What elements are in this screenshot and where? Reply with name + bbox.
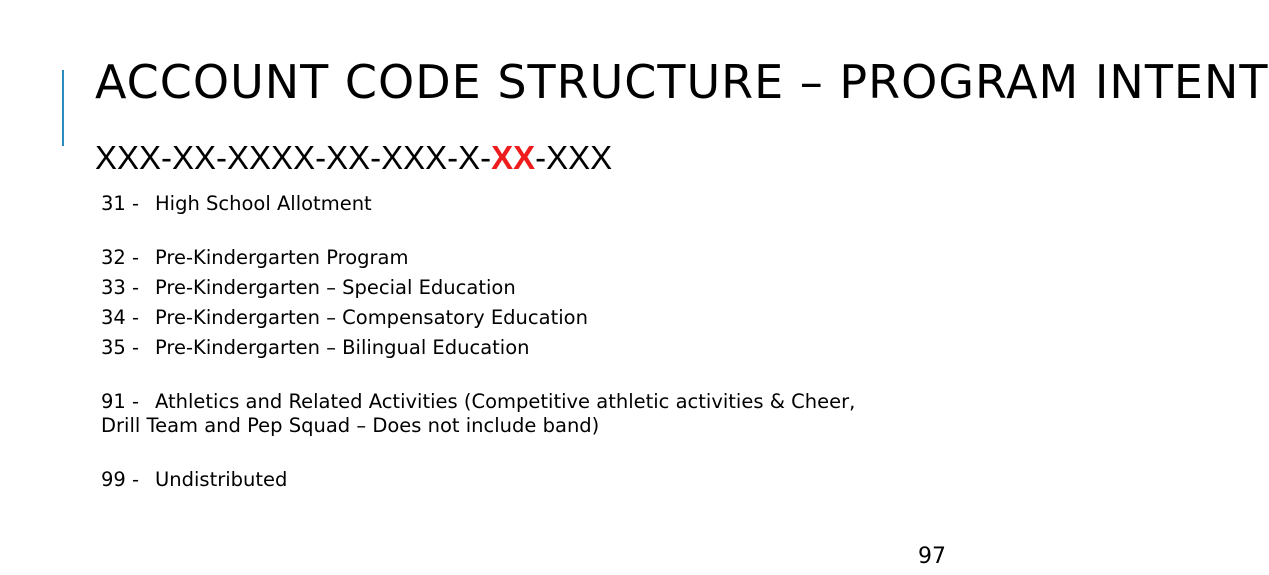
code-prefix: XXX-XX-XXXX-XX-XXX-X-	[95, 139, 492, 176]
slide-title: ACCOUNT CODE STRUCTURE – PROGRAM INTENT	[95, 55, 1269, 109]
item-label: Pre-Kindergarten Program	[155, 246, 409, 269]
item-code: 34 -	[101, 306, 140, 329]
item-code: 32 -	[101, 246, 140, 269]
item-code: 99 -	[101, 468, 140, 491]
item-code: 33 -	[101, 276, 140, 299]
program-intent-list	[101, 192, 861, 498]
item-code: 35 -	[101, 336, 140, 359]
list-item	[101, 390, 861, 438]
title-accent-bar	[62, 70, 64, 146]
item-label: Undistributed	[155, 468, 288, 491]
list-item	[101, 306, 861, 330]
item-label: Pre-Kindergarten – Special Education	[155, 276, 516, 299]
list-item	[101, 276, 861, 300]
list-item	[101, 468, 861, 492]
page-number: 97	[918, 544, 946, 569]
list-item	[101, 246, 861, 270]
item-label: High School Allotment	[155, 192, 372, 215]
item-label: Pre-Kindergarten – Compensatory Education	[155, 306, 588, 329]
account-code-format	[95, 140, 612, 176]
item-code: 31 -	[101, 192, 140, 215]
list-item	[101, 336, 861, 360]
item-code: 91 -	[101, 390, 140, 413]
list-item	[101, 192, 861, 216]
code-highlight: XX	[491, 139, 536, 176]
code-suffix: -XXX	[535, 139, 613, 176]
item-label: Pre-Kindergarten – Bilingual Education	[155, 336, 530, 359]
item-label: Athletics and Related Activities (Competitive athletic activities & Cheer, Drill Team and Pep Squad – Does not include band)	[101, 390, 856, 437]
